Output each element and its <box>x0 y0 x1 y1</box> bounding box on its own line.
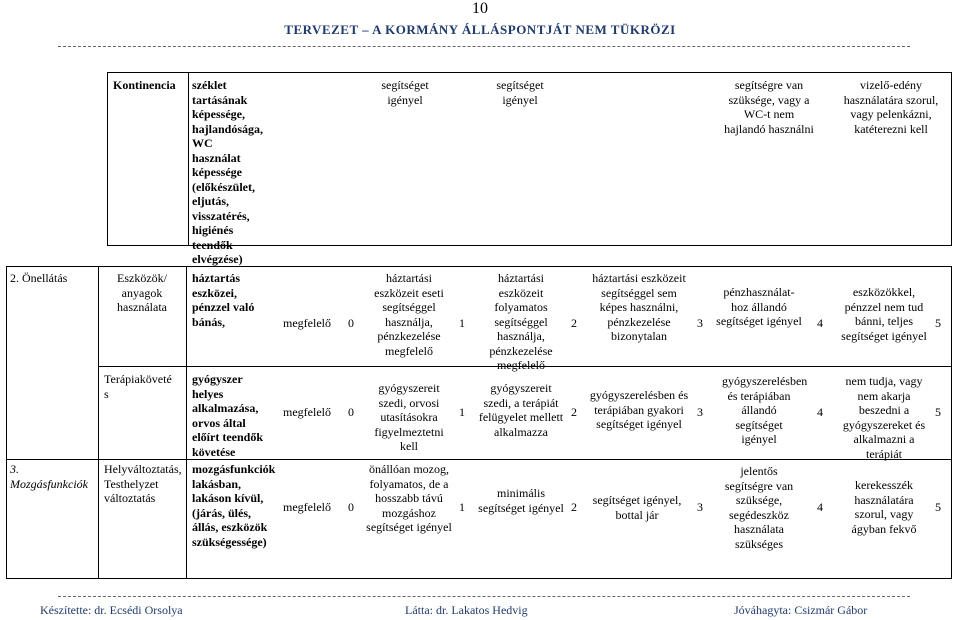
footer-divider <box>58 596 910 597</box>
activity-mozgasfunkciok: mozgásfunkciók lakásban, lakáson kívül, (járás, ülés, állás, eszközök szükségessége) <box>192 462 276 549</box>
terapia-score-0: 0 <box>348 405 354 419</box>
terapia-score-4: 4 <box>817 405 823 419</box>
terapia-desc-4: gyógyszerelésben és terápiában állandó segítséget igényel <box>722 374 808 446</box>
helyvaltoztatas-score-0: 0 <box>348 500 354 514</box>
eszkozok-score-4: 4 <box>817 316 823 330</box>
category-terapia: Terápiakövetés <box>104 372 172 401</box>
helyvaltoztatas-score-1: 1 <box>459 500 465 514</box>
eszkozok-desc-3: háztartási eszközeit segítséggel sem képes használni, pénzkezelése bizonytalan <box>592 271 686 343</box>
terapia-score-1: 1 <box>459 405 465 419</box>
eszkozok-desc-5: eszközökkel, pénzzel nem tud bánni, teljes segítséget igényel <box>841 285 927 343</box>
section-onellatas: 2. Önellátás <box>10 271 68 285</box>
terapia-score-5: 5 <box>935 405 941 419</box>
section-mozgasfunkciok: 3. Mozgásfunkciók <box>10 462 88 491</box>
helyvaltoztatas-desc-4: jelentős segítségre van szüksége, segédeszköz használata szükséges <box>724 464 794 551</box>
terapia-desc-3: gyógyszerelésben és terápiában gyakori segítséget igényel <box>589 388 689 431</box>
helyvaltoztatas-score-2: 2 <box>571 500 577 514</box>
kontinencia-level-3: segítségre van szüksége, vagy a WC-t nem hajlandó használni <box>724 78 814 136</box>
terapia-score-2: 2 <box>571 405 577 419</box>
terapia-desc-2: gyógyszereit szedi, a terápiát felügyelet mellett alkalmazza <box>478 381 564 439</box>
kontinencia-level-4: vizelő-edény használatára szorul, vagy pelenkázni, katéterezni kell <box>843 78 939 136</box>
helyvaltoztatas-score-5: 5 <box>935 500 941 514</box>
eszkozok-desc-1: háztartási eszközeit eseti segítséggel használja, pénzkezelése megfelelő <box>374 271 444 358</box>
footer-prepared: Készítette: dr. Ecsédi Orsolya <box>40 603 183 617</box>
helyvaltoztatas-score-3: 3 <box>697 500 703 514</box>
eszkozok-desc-2: háztartási eszközeit folyamatos segítséggel használja, pénzkezelése megfelelő <box>489 271 553 372</box>
eszkozok-desc-4: pénzhasználat-hoz állandó segítséget igényel <box>716 285 802 328</box>
helyvaltoztatas-desc-3: segítséget igényel, bottal jár <box>592 493 682 522</box>
header-divider <box>58 46 910 47</box>
eszkozok-score-0: 0 <box>348 316 354 330</box>
category-eszkozok: Eszközök/ anyagok használata <box>117 271 167 314</box>
activity-gyogyszer: gyógyszer helyes alkalmazása, orvos által előírt teendők követése <box>192 372 263 459</box>
terapia-desc-1: gyógyszereit szedi, orvosi utasításokra figyelmeztetni kell <box>374 381 444 453</box>
activity-haztartas: háztartás eszközei, pénzzel való bánás, <box>192 271 255 329</box>
eszkozok-score-1: 1 <box>459 316 465 330</box>
terapia-desc-5: nem tudja, vagy nem akarja beszedni a gyógyszereket és alkalmazni a terápiát <box>842 374 926 461</box>
kontinencia-level-1: segítséget igényel <box>381 78 429 107</box>
eszkozok-score-5: 5 <box>935 316 941 330</box>
terapia-score-3: 3 <box>697 405 703 419</box>
page-number: 10 <box>472 0 488 17</box>
helyvaltoztatas-desc-0: megfelelő <box>283 500 331 514</box>
terapia-desc-0: megfelelő <box>283 405 331 419</box>
category-kontinencia: Kontinencia <box>113 78 176 92</box>
helyvaltoztatas-desc-1: önállóan mozog, folyamatos, de a hosszabb távú mozgáshoz segítséget igényel <box>366 462 452 534</box>
footer-approved: Jóváhagyta: Csizmár Gábor <box>734 603 868 617</box>
draft-notice: TERVEZET – A KORMÁNY ÁLLÁSPONTJÁT NEM TÜKRÖZI <box>284 22 676 37</box>
helyvaltoztatas-score-4: 4 <box>817 500 823 514</box>
footer-seen: Látta: dr. Lakatos Hedvig <box>405 603 528 617</box>
helyvaltoztatas-desc-2: minimális segítséget igényel <box>478 486 564 515</box>
eszkozok-score-3: 3 <box>697 316 703 330</box>
activity-szeklet: széklet tartásának képessége, hajlandósága, WC használat képessége (előkészület, eljutás, visszatérés, higiénés teendők elvégzése) <box>192 78 264 266</box>
kontinencia-level-2: segítséget igényel <box>496 78 544 107</box>
category-helyvaltoztatas: Helyváltoztatás, Testhelyzet változtatás <box>104 462 182 505</box>
eszkozok-score-2: 2 <box>571 316 577 330</box>
eszkozok-desc-0: megfelelő <box>283 316 331 330</box>
helyvaltoztatas-desc-5: kerekesszék használatára szorul, vagy ágyban fekvő <box>851 478 917 536</box>
